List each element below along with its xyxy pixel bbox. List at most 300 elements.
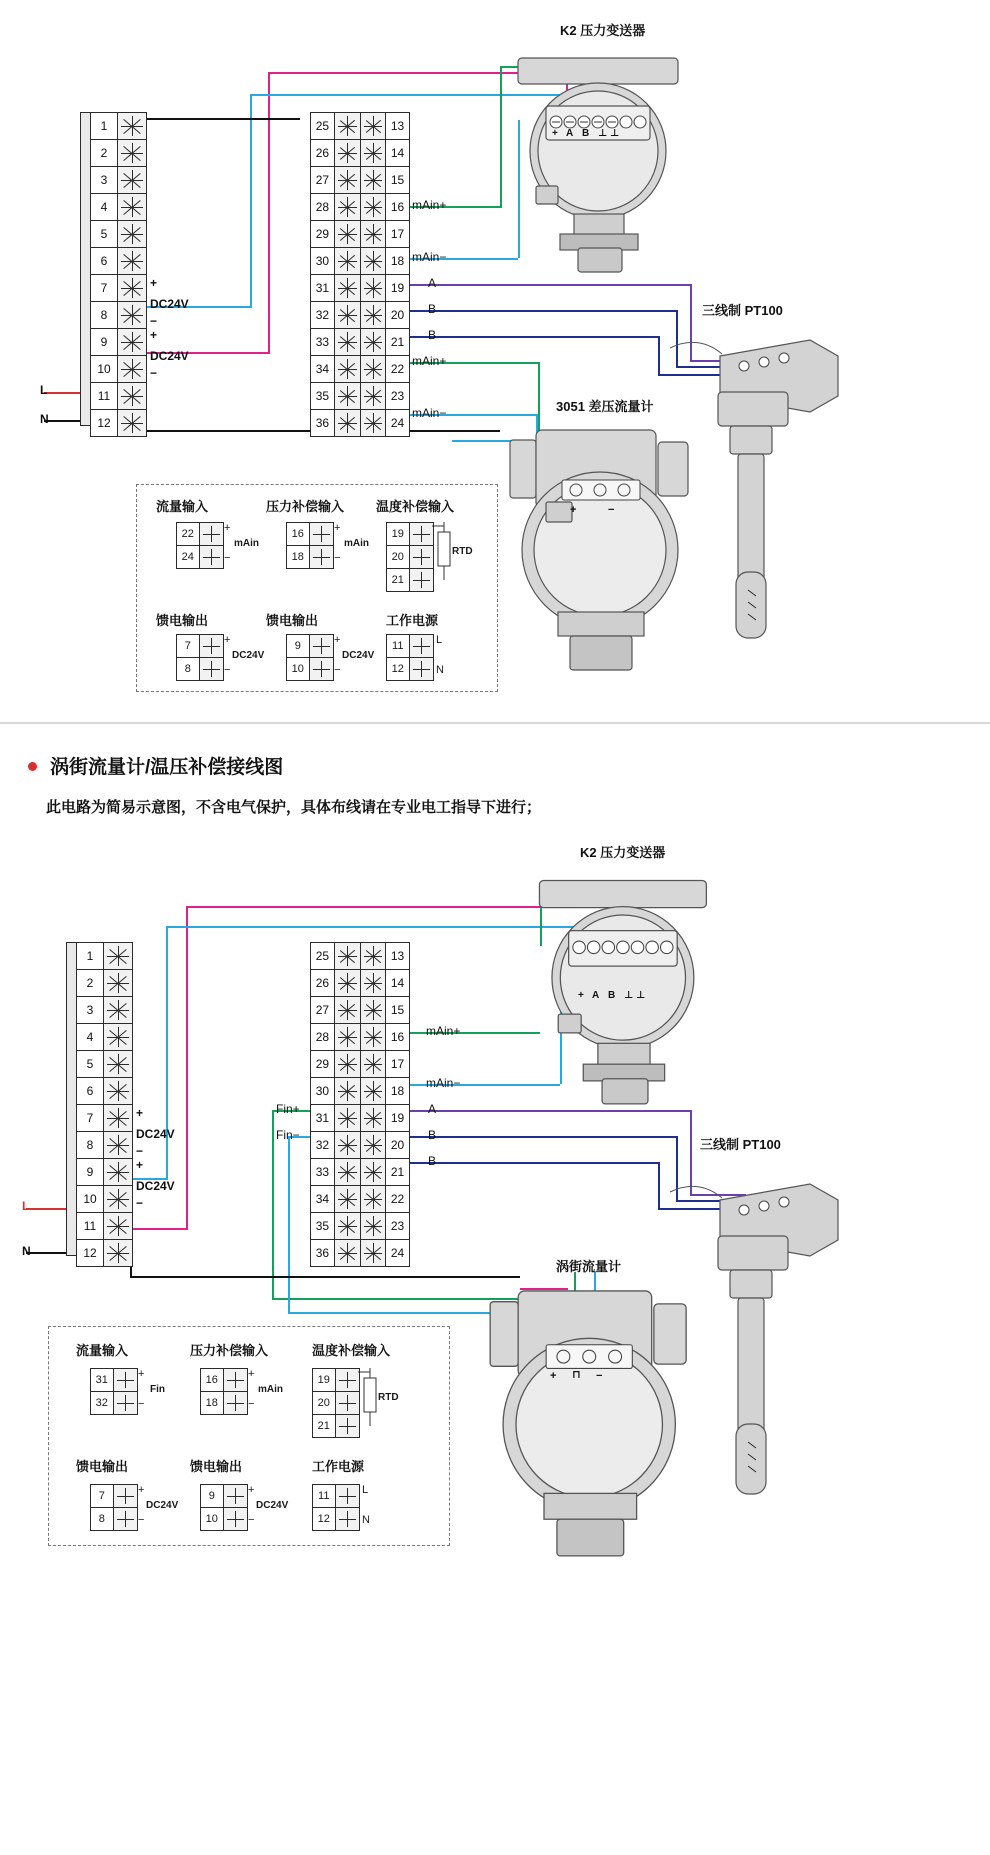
terminal-number: 25 xyxy=(315,949,330,963)
terminal-number: 32 xyxy=(315,1138,330,1152)
legend-row[interactable] xyxy=(313,1415,359,1437)
screw-icon[interactable] xyxy=(117,113,146,139)
mid-terminal-block-2[interactable] xyxy=(310,942,410,1267)
label-vortex-plus: + xyxy=(550,1370,557,1382)
terminal-row[interactable] xyxy=(311,356,409,383)
caption-k2-1: K2 压力变送器 xyxy=(560,23,646,38)
legend-mini-feed1-2[interactable] xyxy=(90,1484,138,1531)
fin-label-plus: Fin+ xyxy=(276,1102,300,1116)
screw-icon[interactable] xyxy=(360,1105,386,1131)
screw-icon[interactable] xyxy=(117,140,146,166)
legend-unit-rtd-1: RTD xyxy=(452,546,473,557)
k2-terminal-label-gnd1-1: ⊥ xyxy=(598,128,608,139)
screw-icon[interactable] xyxy=(334,194,360,220)
screw-icon[interactable] xyxy=(334,140,360,166)
section-heading: 涡街流量计/温压补偿接线图 xyxy=(50,757,284,778)
terminal-number: 8 xyxy=(86,1138,94,1152)
legend-mini-flow-2[interactable] xyxy=(90,1368,138,1415)
label2-dc24v-2: DC24V xyxy=(136,1179,175,1193)
legend-row[interactable] xyxy=(313,1369,359,1392)
terminal-row[interactable] xyxy=(311,383,409,410)
legend-row[interactable] xyxy=(91,1369,137,1392)
section-note: 此电路为简易示意图，不含电气保护，具体布线请在专业电工指导下进行； xyxy=(46,799,542,816)
screw-icon[interactable] xyxy=(103,1159,132,1185)
terminal-number: 11 xyxy=(392,640,404,652)
terminal-row[interactable] xyxy=(311,1051,409,1078)
screw-icon[interactable] xyxy=(360,140,386,166)
legend-row[interactable] xyxy=(313,1508,359,1530)
legend-title-flow-2: 流量输入 xyxy=(76,1343,129,1358)
screw-icon[interactable] xyxy=(334,167,360,193)
terminal-number: 19 xyxy=(385,1105,409,1131)
screw-icon[interactable] xyxy=(103,1105,132,1131)
terminal-number: 20 xyxy=(317,1397,330,1409)
legend-sign-plus: + xyxy=(224,634,231,646)
screw-icon[interactable] xyxy=(409,546,433,568)
screw-icon[interactable] xyxy=(199,635,223,657)
screw-icon[interactable] xyxy=(334,997,360,1023)
legend-row[interactable] xyxy=(177,523,223,546)
screw-icon[interactable] xyxy=(334,410,360,436)
label2-ac-l: L xyxy=(22,1199,30,1213)
screw-icon[interactable] xyxy=(360,1186,386,1212)
screw-icon[interactable] xyxy=(103,1240,132,1266)
screw-icon[interactable] xyxy=(360,275,386,301)
terminal-number: 1 xyxy=(86,949,94,963)
screw-icon[interactable] xyxy=(117,302,146,328)
signal-label-b-2: B xyxy=(428,328,437,342)
legend-title-power-1: 工作电源 xyxy=(386,613,439,628)
legend-row[interactable] xyxy=(177,635,223,658)
legend-mini-power-1[interactable] xyxy=(386,634,434,681)
legend-mini-feed1-1[interactable] xyxy=(176,634,224,681)
legend-mini-feed2-1[interactable] xyxy=(286,634,334,681)
terminal-row[interactable] xyxy=(311,970,409,997)
terminal-number: 29 xyxy=(315,1057,330,1071)
screw-icon[interactable] xyxy=(360,1132,386,1158)
screw-icon[interactable] xyxy=(117,329,146,355)
legend-row[interactable] xyxy=(91,1392,137,1414)
terminal-row[interactable] xyxy=(311,167,409,194)
screw-icon[interactable] xyxy=(360,1024,386,1050)
rtd-symbol-1 xyxy=(432,520,472,594)
terminal-row[interactable] xyxy=(311,275,409,302)
screw-icon[interactable] xyxy=(360,943,386,969)
screw-icon[interactable] xyxy=(103,970,132,996)
legend-title-feed1-1: 馈电输出 xyxy=(156,613,209,628)
legend-row[interactable] xyxy=(387,546,433,569)
screw-icon[interactable] xyxy=(334,943,360,969)
mid-terminal-block-1[interactable] xyxy=(310,112,410,437)
signal-label-main-minus-2: mAin− xyxy=(412,406,447,420)
legend-row[interactable] xyxy=(177,546,223,568)
legend-sign-plus: + xyxy=(224,522,231,534)
screw-icon[interactable] xyxy=(360,194,386,220)
screw-icon[interactable] xyxy=(103,1024,132,1050)
screw-icon[interactable] xyxy=(360,1213,386,1239)
signal2-label-a: A xyxy=(428,1102,437,1116)
terminal-number: 32 xyxy=(315,308,330,322)
screw-icon[interactable] xyxy=(103,943,132,969)
terminal-number: 36 xyxy=(315,416,330,430)
legend-row[interactable] xyxy=(91,1508,137,1530)
label-minus-2: − xyxy=(150,366,158,380)
screw-icon[interactable] xyxy=(335,1392,359,1414)
terminal-number: 24 xyxy=(385,410,409,436)
terminal-row[interactable] xyxy=(77,997,132,1024)
legend-sign-plus: + xyxy=(138,1368,145,1380)
legend-mini-temp-2[interactable] xyxy=(312,1368,360,1438)
screw-icon[interactable] xyxy=(117,221,146,247)
screw-icon[interactable] xyxy=(409,635,433,657)
legend-mini-pressure-1[interactable] xyxy=(286,522,334,569)
screw-icon[interactable] xyxy=(360,221,386,247)
screw-icon[interactable] xyxy=(334,248,360,274)
screw-icon[interactable] xyxy=(113,1392,137,1414)
wire-purple-a xyxy=(408,284,690,286)
screw-icon[interactable] xyxy=(103,1186,132,1212)
device-k2-transmitter-1 xyxy=(500,46,700,276)
legend-title-feed2-1: 馈电输出 xyxy=(266,613,319,628)
terminal-number: 14 xyxy=(385,970,409,996)
legend-row[interactable] xyxy=(387,635,433,658)
screw-icon[interactable] xyxy=(309,523,333,545)
terminal-row[interactable] xyxy=(77,1132,132,1159)
terminal-row[interactable] xyxy=(311,1078,409,1105)
label-ac-l: L xyxy=(40,383,48,397)
terminal-row[interactable] xyxy=(91,248,146,275)
terminal-row[interactable] xyxy=(91,113,146,140)
terminal-number: 24 xyxy=(385,1240,409,1266)
legend-row[interactable] xyxy=(287,658,333,680)
terminal-number: 10 xyxy=(205,1513,218,1525)
terminal-row[interactable] xyxy=(77,1186,132,1213)
terminal-row[interactable] xyxy=(91,302,146,329)
terminal-number: 12 xyxy=(83,1246,97,1260)
terminal-number: 7 xyxy=(86,1111,94,1125)
left-terminal-block-2[interactable] xyxy=(76,942,133,1267)
screw-icon[interactable] xyxy=(334,275,360,301)
fin-label-minus: Fin− xyxy=(276,1128,300,1142)
legend-sign-l: L xyxy=(362,1484,369,1496)
terminal-number: 20 xyxy=(391,551,404,563)
wire2-navy-b1 xyxy=(408,1136,676,1138)
screw-icon[interactable] xyxy=(360,410,386,436)
legend-sign-minus: − xyxy=(224,664,231,676)
terminal-row[interactable] xyxy=(311,1186,409,1213)
label-minus-1: − xyxy=(150,314,158,328)
screw-icon[interactable] xyxy=(223,1392,247,1414)
legend-sign-minus: − xyxy=(224,552,231,564)
terminal-row[interactable] xyxy=(311,302,409,329)
caption-vortex-flowmeter: 涡街流量计 xyxy=(556,1259,622,1274)
wire-magenta-top-left xyxy=(268,72,270,352)
terminal-number: 4 xyxy=(86,1030,94,1044)
k2-terminal-label-gnd1-2: ⊥ xyxy=(624,990,634,1001)
screw-icon[interactable] xyxy=(103,1078,132,1104)
screw-icon[interactable] xyxy=(113,1369,137,1391)
label2-plus-2: + xyxy=(136,1158,144,1172)
screw-icon[interactable] xyxy=(334,221,360,247)
screw-icon[interactable] xyxy=(103,997,132,1023)
screw-icon[interactable] xyxy=(117,248,146,274)
terminal-number: 18 xyxy=(205,1397,218,1409)
terminal-row[interactable] xyxy=(77,1024,132,1051)
terminal-row[interactable] xyxy=(311,997,409,1024)
legend-row[interactable] xyxy=(313,1392,359,1415)
screw-icon[interactable] xyxy=(223,1369,247,1391)
section-divider xyxy=(0,722,990,724)
terminal-number: 3 xyxy=(86,1003,94,1017)
screw-icon[interactable] xyxy=(309,658,333,680)
screw-icon[interactable] xyxy=(113,1508,137,1530)
terminal-row[interactable] xyxy=(91,410,146,436)
terminal-row[interactable] xyxy=(91,356,146,383)
k2-terminal-label-a-2: A xyxy=(592,990,600,1001)
screw-icon[interactable] xyxy=(360,1051,386,1077)
terminal-number: 21 xyxy=(385,329,409,355)
legend-title-pressure-2: 压力补偿输入 xyxy=(190,1343,269,1358)
legend-sign-minus: − xyxy=(138,1514,145,1526)
screw-icon[interactable] xyxy=(199,546,223,568)
terminal-number: 17 xyxy=(385,221,409,247)
screw-icon[interactable] xyxy=(103,1051,132,1077)
screw-icon[interactable] xyxy=(117,410,146,436)
label2-plus-1: + xyxy=(136,1106,144,1120)
screw-icon[interactable] xyxy=(360,113,386,139)
terminal-row[interactable] xyxy=(311,1240,409,1266)
terminal-number: 7 xyxy=(100,281,108,295)
terminal-row[interactable] xyxy=(311,1024,409,1051)
terminal-number: 24 xyxy=(181,551,194,563)
screw-icon[interactable] xyxy=(334,1159,360,1185)
k2-terminal-label-plus-2: + xyxy=(578,990,584,1001)
terminal-row[interactable] xyxy=(311,943,409,970)
terminal-number: 7 xyxy=(98,1490,105,1502)
screw-icon[interactable] xyxy=(103,1132,132,1158)
terminal-row[interactable] xyxy=(91,167,146,194)
screw-icon[interactable] xyxy=(334,1186,360,1212)
terminal-number: 28 xyxy=(315,200,330,214)
wire2-navy-b2 xyxy=(408,1162,658,1164)
legend-sign-minus: − xyxy=(138,1398,145,1410)
screw-icon[interactable] xyxy=(309,546,333,568)
terminal-row[interactable] xyxy=(77,970,132,997)
terminal-row[interactable] xyxy=(311,248,409,275)
terminal-row[interactable] xyxy=(311,410,409,436)
legend-mini-flow-1[interactable] xyxy=(176,522,224,569)
terminal-row[interactable] xyxy=(311,1105,409,1132)
legend-mini-feed2-2[interactable] xyxy=(200,1484,248,1531)
screw-icon[interactable] xyxy=(334,1213,360,1239)
terminal-row[interactable] xyxy=(91,140,146,167)
caption-pt100-2: 三线制 PT100 xyxy=(700,1137,781,1152)
screw-icon[interactable] xyxy=(334,383,360,409)
screw-icon[interactable] xyxy=(117,275,146,301)
screw-icon[interactable] xyxy=(223,1508,247,1530)
terminal-row[interactable] xyxy=(311,1213,409,1240)
screw-icon[interactable] xyxy=(334,329,360,355)
legend-mini-pressure-2[interactable] xyxy=(200,1368,248,1415)
screw-icon[interactable] xyxy=(334,1078,360,1104)
terminal-row[interactable] xyxy=(77,1240,132,1266)
screw-icon[interactable] xyxy=(113,1485,137,1507)
wire2-magenta-block xyxy=(130,1228,188,1230)
legend-row[interactable] xyxy=(201,1508,247,1530)
terminal-row[interactable] xyxy=(77,1105,132,1132)
terminal-number: 15 xyxy=(385,997,409,1023)
screw-icon[interactable] xyxy=(335,1485,359,1507)
k2-terminal-label-b-2: B xyxy=(608,990,616,1001)
legend-unit-dc24v-3: DC24V xyxy=(146,1500,179,1511)
legend-row[interactable] xyxy=(313,1485,359,1508)
legend-unit-dc24v-2: DC24V xyxy=(342,650,375,661)
terminal-row[interactable] xyxy=(77,1213,132,1240)
screw-icon[interactable] xyxy=(335,1415,359,1437)
legend-title-pressure-1: 压力补偿输入 xyxy=(266,499,345,514)
screw-icon[interactable] xyxy=(360,356,386,382)
terminal-number: 19 xyxy=(391,528,404,540)
screw-icon[interactable] xyxy=(334,113,360,139)
terminal-number: 32 xyxy=(95,1397,108,1409)
screw-icon[interactable] xyxy=(117,194,146,220)
terminal-row[interactable] xyxy=(77,943,132,970)
screw-icon[interactable] xyxy=(334,302,360,328)
terminal-number: 13 xyxy=(385,943,409,969)
screw-icon[interactable] xyxy=(117,356,146,382)
caption-3051: 3051 差压流量计 xyxy=(556,399,654,414)
legend-unit-main-1: mAin xyxy=(234,538,259,549)
terminal-row[interactable] xyxy=(311,221,409,248)
terminal-row[interactable] xyxy=(91,194,146,221)
screw-icon[interactable] xyxy=(360,1159,386,1185)
label-3051-minus: − xyxy=(608,504,615,516)
screw-icon[interactable] xyxy=(334,1051,360,1077)
screw-icon[interactable] xyxy=(409,523,433,545)
label2-minus-1: − xyxy=(136,1144,144,1158)
signal-label-main-minus-1: mAin− xyxy=(412,250,447,264)
screw-icon[interactable] xyxy=(360,383,386,409)
terminal-number: 3 xyxy=(100,173,108,187)
legend-row[interactable] xyxy=(201,1369,247,1392)
screw-icon[interactable] xyxy=(360,970,386,996)
terminal-row[interactable] xyxy=(311,1159,409,1186)
terminal-number: 16 xyxy=(205,1374,218,1386)
terminal-number: 1 xyxy=(100,119,108,133)
legend-row[interactable] xyxy=(387,569,433,591)
screw-icon[interactable] xyxy=(223,1485,247,1507)
terminal-number: 5 xyxy=(100,227,108,241)
screw-icon[interactable] xyxy=(334,1240,360,1266)
screw-icon[interactable] xyxy=(409,569,433,591)
screw-icon[interactable] xyxy=(334,1024,360,1050)
screw-icon[interactable] xyxy=(103,1213,132,1239)
terminal-number: 4 xyxy=(100,200,108,214)
label-ac-n: N xyxy=(40,412,49,426)
terminal-number: 26 xyxy=(315,146,330,160)
legend-row[interactable] xyxy=(287,635,333,658)
label-dc24v-1: DC24V xyxy=(150,297,189,311)
terminal-number: 10 xyxy=(291,663,304,675)
terminal-row[interactable] xyxy=(77,1078,132,1105)
terminal-number: 23 xyxy=(385,1213,409,1239)
screw-icon[interactable] xyxy=(360,248,386,274)
terminal-number: 20 xyxy=(385,302,409,328)
terminal-row[interactable] xyxy=(77,1051,132,1078)
screw-icon[interactable] xyxy=(309,635,333,657)
terminal-row[interactable] xyxy=(311,194,409,221)
legend-row[interactable] xyxy=(287,546,333,568)
screw-icon[interactable] xyxy=(199,523,223,545)
terminal-row[interactable] xyxy=(311,113,409,140)
label-plus-2: + xyxy=(150,328,158,342)
legend-row[interactable] xyxy=(387,523,433,546)
k2-terminal-label-a-1: A xyxy=(566,128,574,139)
terminal-row[interactable] xyxy=(91,383,146,410)
screw-icon[interactable] xyxy=(334,970,360,996)
left-terminal-block-1[interactable] xyxy=(90,112,147,437)
screw-icon[interactable] xyxy=(117,167,146,193)
terminal-row[interactable] xyxy=(311,140,409,167)
legend-sign-minus: − xyxy=(248,1514,255,1526)
wire-black-top-left xyxy=(140,118,300,120)
legend-unit-dc24v-4: DC24V xyxy=(256,1500,289,1511)
screw-icon[interactable] xyxy=(117,383,146,409)
screw-icon[interactable] xyxy=(360,329,386,355)
terminal-number: 31 xyxy=(315,1111,330,1125)
legend-mini-power-2[interactable] xyxy=(312,1484,360,1531)
label-plus: + xyxy=(150,276,158,290)
wire2-black-n-right xyxy=(130,1276,520,1278)
screw-icon[interactable] xyxy=(360,1240,386,1266)
screw-icon[interactable] xyxy=(199,658,223,680)
screw-icon[interactable] xyxy=(360,167,386,193)
legend-row[interactable] xyxy=(177,658,223,680)
legend-unit-fin: Fin xyxy=(150,1384,165,1395)
legend-sign-n: N xyxy=(436,664,444,676)
k2-terminal-label-gnd2-2: ⊥ xyxy=(636,990,646,1001)
screw-icon[interactable] xyxy=(360,1078,386,1104)
screw-icon[interactable] xyxy=(335,1508,359,1530)
screw-icon[interactable] xyxy=(334,1132,360,1158)
label2-dc24v-1: DC24V xyxy=(136,1127,175,1141)
terminal-row[interactable] xyxy=(311,1132,409,1159)
wire-navy-b2 xyxy=(408,336,658,338)
screw-icon[interactable] xyxy=(335,1369,359,1391)
legend-row[interactable] xyxy=(387,658,433,680)
screw-icon[interactable] xyxy=(334,356,360,382)
legend-row[interactable] xyxy=(91,1485,137,1508)
signal2-label-main-plus: mAin+ xyxy=(426,1024,461,1038)
screw-icon[interactable] xyxy=(360,302,386,328)
screw-icon[interactable] xyxy=(334,1105,360,1131)
legend-row[interactable] xyxy=(201,1392,247,1414)
terminal-row[interactable] xyxy=(91,275,146,302)
terminal-row[interactable] xyxy=(77,1159,132,1186)
terminal-row[interactable] xyxy=(91,221,146,248)
terminal-number: 25 xyxy=(315,119,330,133)
terminal-row[interactable] xyxy=(311,329,409,356)
screw-icon[interactable] xyxy=(409,658,433,680)
screw-icon[interactable] xyxy=(360,997,386,1023)
caption-k2-2: K2 压力变送器 xyxy=(580,845,666,860)
legend-title-temp-1: 温度补偿输入 xyxy=(376,499,455,514)
legend-sign-plus: + xyxy=(138,1484,145,1496)
legend-mini-temp-1[interactable] xyxy=(386,522,434,592)
legend-row[interactable] xyxy=(287,523,333,546)
terminal-row[interactable] xyxy=(91,329,146,356)
legend-row[interactable] xyxy=(201,1485,247,1508)
